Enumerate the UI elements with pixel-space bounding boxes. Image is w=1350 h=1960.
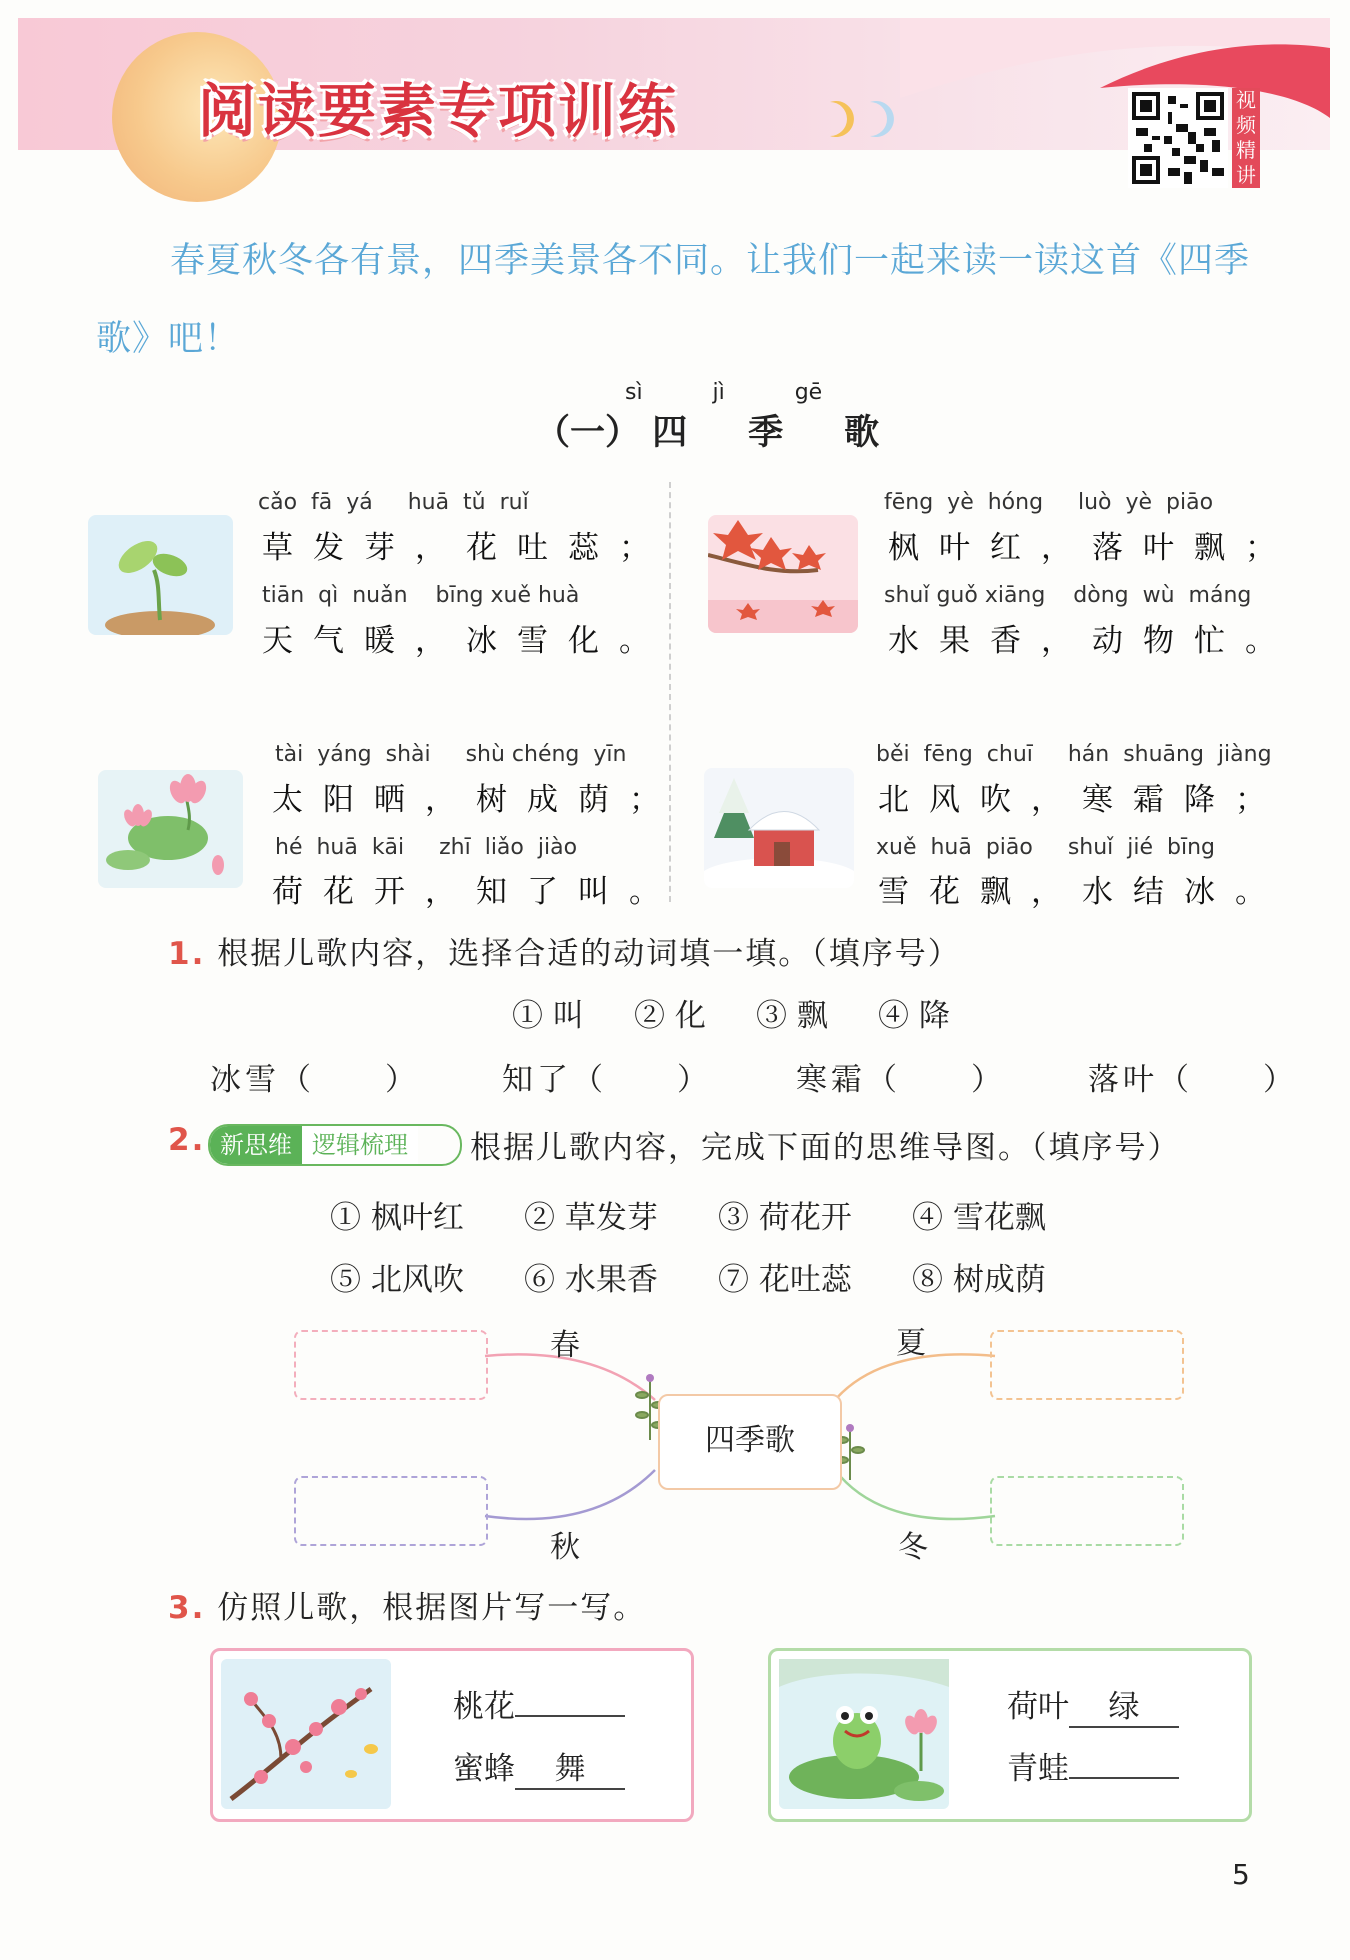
q1-option: ① 叫	[512, 998, 584, 1034]
question-1-prompt	[168, 928, 961, 973]
badge-sublabel: 逻辑梳理	[302, 1126, 418, 1164]
mindmap-box-winter[interactable]	[990, 1476, 1184, 1546]
qr-code-icon[interactable]	[1128, 88, 1228, 188]
q2-option: ③ 荷花开	[718, 1200, 852, 1236]
q1-blank[interactable]: 寒霜（ ）	[796, 1062, 1006, 1098]
mindmap-label-autumn: 秋	[550, 1530, 580, 1565]
answer-blank[interactable]	[1069, 1777, 1179, 1779]
poem-title-char: 四	[652, 412, 688, 453]
poem-title-char: 歌	[844, 412, 880, 453]
card-label: 荷叶	[1007, 1689, 1069, 1725]
card-line	[453, 1743, 625, 1790]
crescent-icon	[820, 94, 910, 144]
pinyin: gē	[794, 380, 823, 405]
poem-title	[535, 405, 879, 455]
card-line	[453, 1681, 625, 1726]
answer-blank[interactable]: 绿	[1069, 1681, 1179, 1728]
card-line	[1007, 1681, 1179, 1728]
mindmap-box-autumn[interactable]	[294, 1476, 488, 1546]
q1-option: ② 化	[634, 998, 706, 1034]
mindmap-center: 四季歌	[658, 1394, 842, 1490]
header-swoosh	[900, 18, 1330, 128]
card-line	[1007, 1743, 1179, 1788]
mindmap-box-spring[interactable]	[294, 1330, 488, 1400]
q1-blank[interactable]: 落叶（ ）	[1088, 1062, 1298, 1098]
answer-blank[interactable]	[515, 1715, 625, 1717]
q2-option: ② 草发芽	[524, 1200, 658, 1236]
pinyin-line: hé huā kāi zhī liǎo jiào	[275, 835, 578, 860]
question-number: 3.	[168, 1590, 206, 1626]
q1-blank[interactable]: 冰雪（ ）	[210, 1062, 420, 1098]
pinyin-line: tài yáng shài shù chéng yīn	[275, 742, 627, 767]
pinyin-line: běi fēng chuī hán shuāng jiàng	[876, 742, 1272, 767]
pinyin: jì	[712, 380, 725, 405]
poem-line: 枫叶红，落叶飘；	[888, 530, 1296, 566]
pinyin-line: shuǐ guǒ xiāng dòng wù máng	[884, 583, 1252, 608]
frog-lotus-icon	[779, 1659, 949, 1809]
card-label: 青蛙	[1007, 1751, 1069, 1787]
answer-blank[interactable]: 舞	[515, 1743, 625, 1790]
poem-line: 雪花飘，水结冰。	[878, 874, 1286, 910]
intro-paragraph: 春夏秋冬各有景，四季美景各不同。让我们一起来读一读这首《四季歌》吧！	[96, 241, 1251, 359]
question-2-number	[168, 1122, 205, 1158]
question-number: 1.	[168, 936, 206, 972]
writing-card-1	[210, 1648, 694, 1822]
poem-title-number: （一）	[535, 412, 641, 453]
poem-line: 水果香，动物忙。	[888, 623, 1296, 659]
mindmap-label-spring: 春	[550, 1328, 580, 1363]
question-number: 2.	[168, 1122, 206, 1158]
lotus-icon	[98, 770, 243, 888]
poem-line: 草发芽，花吐蕊；	[262, 530, 670, 566]
poem-line: 太阳晒，树成荫；	[272, 782, 680, 818]
q1-option: ③ 飘	[756, 998, 828, 1034]
question-text: 根据儿歌内容，选择合适的动词填一填。（填序号）	[217, 936, 961, 972]
question-2-prompt: 根据儿歌内容，完成下面的思维导图。（填序号）	[470, 1130, 1181, 1166]
pinyin-line: tiān qì nuǎn bīng xuě huà	[262, 583, 580, 608]
pinyin-line: xuě huā piāo shuǐ jié bīng	[876, 835, 1216, 860]
badge-label: 新思维	[210, 1126, 302, 1164]
poem-line: 天气暖，冰雪化。	[262, 623, 670, 659]
mindmap-label-winter: 冬	[898, 1530, 928, 1565]
page-number: 5	[1232, 1858, 1250, 1891]
q1-option: ④ 降	[878, 998, 950, 1034]
pinyin-line: cǎo fā yá huā tǔ ruǐ	[258, 490, 529, 515]
card-label: 蜜蜂	[453, 1751, 515, 1787]
q2-option: ⑦ 花吐蕊	[718, 1262, 852, 1298]
peach-blossom-icon	[221, 1659, 391, 1809]
q2-option: ① 枫叶红	[330, 1200, 464, 1236]
question-3-prompt	[168, 1582, 646, 1627]
qr-label: 视频精讲	[1232, 88, 1260, 188]
q1-blank[interactable]: 知了（ ）	[502, 1062, 712, 1098]
pinyin-line: fēng yè hóng luò yè piāo	[884, 490, 1214, 515]
mindmap-label-summer: 夏	[896, 1326, 926, 1361]
question-text: 仿照儿歌，根据图片写一写。	[217, 1590, 647, 1626]
page-title: 阅读要素专项训练	[198, 77, 679, 145]
poem-line: 荷花开，知了叫。	[272, 874, 680, 910]
mindmap-box-summer[interactable]	[990, 1330, 1184, 1400]
sprout-icon	[88, 515, 233, 635]
q2-option: ⑧ 树成荫	[912, 1262, 1046, 1298]
pinyin: sì	[625, 380, 643, 405]
poem-line: 北风吹，寒霜降；	[878, 782, 1286, 818]
q2-option: ④ 雪花飘	[912, 1200, 1046, 1236]
q2-option: ⑥ 水果香	[524, 1262, 658, 1298]
q2-option: ⑤ 北风吹	[330, 1262, 464, 1298]
writing-card-2	[768, 1648, 1252, 1822]
maple-leaves-icon	[708, 515, 858, 633]
snow-house-icon	[704, 768, 854, 888]
new-thinking-badge	[208, 1124, 462, 1166]
poem-title-pinyin	[625, 380, 822, 405]
card-label: 桃花	[453, 1689, 515, 1725]
poem-title-char: 季	[748, 412, 784, 453]
